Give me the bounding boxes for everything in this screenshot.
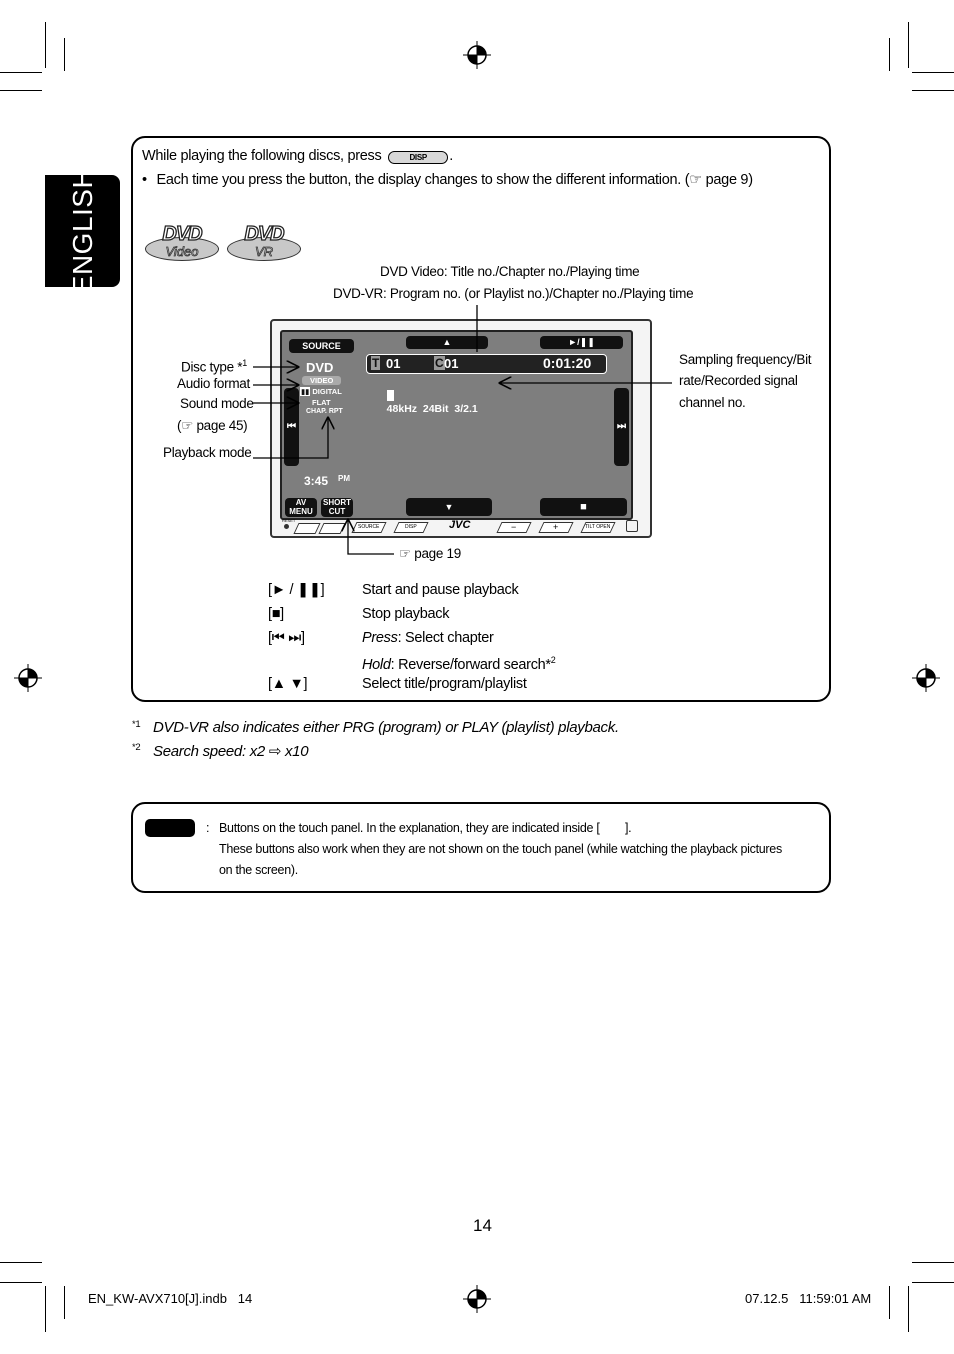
control-key-title: [▲ ▼] [268,676,308,692]
footnote-1-mark: *1 [132,719,141,730]
title-icon: T [372,356,380,370]
language-tab-label: ENGLISH [66,167,98,295]
note-line-3: on the screen). [219,863,298,877]
callout-sound-mode: Sound mode [180,396,254,411]
down-button[interactable]: ▼ [406,498,492,516]
crop-mark [45,1286,46,1332]
page-number: 14 [473,1216,492,1235]
touch-panel-button-sample [145,819,195,837]
up-button[interactable]: ▲ [406,336,488,349]
stop-button[interactable]: ■ [540,498,627,516]
crop-mark [889,1286,890,1319]
hw-source-label: SOURCE [358,524,380,530]
footnote-2-end: x10 [281,743,309,760]
next-chapter-button[interactable]: ⏭ [614,388,629,466]
title-number: 01 [386,356,401,371]
callout-sound-mode-ref: (☞ page 45) [177,418,248,433]
crop-mark [908,1286,909,1332]
disc-type-label: DVD [306,360,334,375]
dolby-icon: ▮▮ [301,387,310,396]
crop-mark [912,1262,954,1263]
intro-bullet-text: Each time you press the button, the display changes to show the different information. (☞ page 9) [156,172,753,188]
crop-mark [0,1282,42,1283]
disp-key: DISP [388,151,448,164]
digital-text: DIGITAL [312,387,342,396]
callout-title-info: DVD Video: Title no./Chapter no./Playing time [380,264,640,279]
control-desc-chapter [362,629,494,647]
footer-timestamp: 07.12.5 11:59:01 AM [745,1291,872,1306]
footer-file: EN_KW-AVX710[J].indb 14 [88,1291,253,1306]
logo-sub: Video [165,244,199,259]
jvc-brand-logo: JVC [449,519,471,531]
clock: 3:45 [304,474,329,488]
footnote-2-text [153,742,308,760]
note-colon: : [206,821,210,835]
video-label: VIDEO [302,376,341,385]
bullet: • [142,172,147,188]
prev-chapter-button[interactable]: ⏮ [284,388,299,466]
callout-sampling-3: channel no. [679,395,746,410]
chapter-number: 01 [444,356,459,371]
registration-target-icon [463,1285,491,1313]
hw-tilt-label: TILT OPEN [585,524,611,530]
control-key-play-pause: [► / ❚❚] [268,582,325,598]
playback-mode-label: CHAP. RPT [306,408,343,415]
av-menu-line-2: MENU [289,507,313,516]
control-desc-title: Select title/program/playlist [362,676,527,692]
footnote-2-main: Search speed: x2 [153,743,265,760]
note-line-2: These buttons also work when they are not shown on the touch panel (while watching the playback pictures [219,842,782,856]
chapter-icon: C [435,356,444,370]
hold-footnote: 2 [550,655,556,665]
control-desc-search [362,651,555,674]
crop-mark [64,1286,65,1319]
signal-text: 48kHz 24Bit 3/2.1 [386,403,478,415]
arrow-icon: ⇨ [268,743,282,760]
intro-text: While playing the following discs, press [142,148,382,164]
control-desc-play-pause: Start and pause playback [362,582,519,598]
hw-disp-label: DISP [405,524,417,530]
logo-word: DVD [244,223,284,245]
control-key-chapter: [⏮ ⏭] [268,630,305,646]
control-desc-stop: Stop playback [362,606,450,622]
disc-type-footnote: 1 [242,358,247,368]
logo-sub: VR [254,244,274,259]
footnote-1-text: DVD-VR also indicates either PRG (program) or PLAY (playlist) playback. [153,719,619,736]
hold-label: Hold [362,656,391,673]
short-cut-line-2: CUT [328,507,346,516]
logo-word: DVD [162,223,202,245]
callout-sampling-1: Sampling frequency/Bit [679,352,812,367]
callout-short-cut-ref: ☞ page 19 [399,546,461,561]
crop-mark [912,1282,954,1283]
clock-pm: PM [338,474,350,483]
registration-target-icon [912,664,940,692]
callout-audio-format: Audio format [177,376,250,391]
intro-period: . [449,148,453,164]
reset-label: RESET [282,518,296,523]
disc-type-text: Disc type * [181,359,243,375]
crop-mark [0,1262,42,1263]
playing-time: 0:01:20 [543,355,592,371]
play-pause-button[interactable]: ►/❚❚ [540,336,623,349]
hold-text: : Reverse/forward search* [390,656,551,673]
footnote-2-mark: *2 [132,742,141,753]
av-menu-line-1: AV [295,498,307,507]
press-label: Press [362,630,398,646]
short-cut-line-1: SHORT [323,498,351,507]
hw-plus-label: + [553,522,559,532]
callout-playback-mode: Playback mode [163,445,252,460]
callout-sampling-2: rate/Recorded signal [679,373,798,388]
registration-target-icon [14,664,42,692]
hw-minus-label: − [511,522,517,532]
press-text: : Select chapter [397,630,494,646]
sound-mode-label: FLAT [312,398,331,407]
note-line-1: Buttons on the touch panel. In the explanation, they are indicated inside [ ]. [219,821,632,835]
source-button[interactable]: SOURCE [289,339,354,353]
callout-lines [0,0,954,600]
callout-program-info: DVD-VR: Program no. (or Playlist no.)/Chapter no./Playing time [333,286,694,301]
control-key-stop: [■] [268,606,284,622]
